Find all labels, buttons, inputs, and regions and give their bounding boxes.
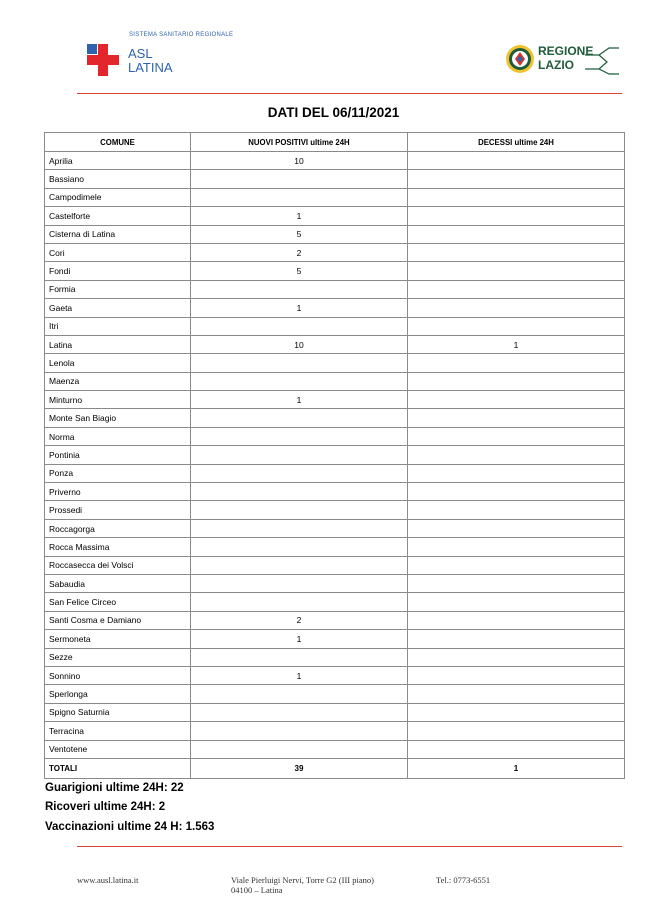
cell-decessi [408, 538, 625, 556]
table-row [45, 556, 625, 574]
table-row [45, 685, 625, 703]
cell-comune: Ventotene [45, 740, 191, 758]
footer-address-line2: 04100 – Latina [231, 885, 283, 895]
cell-nuovi-positivi [191, 648, 408, 666]
cell-decessi [408, 262, 625, 280]
cell-comune: San Felice Circeo [45, 593, 191, 611]
cell-comune: Campodimele [45, 188, 191, 206]
cell-comune: Norma [45, 427, 191, 445]
cell-nuovi-positivi: 1 [191, 666, 408, 684]
cell-nuovi-positivi [191, 464, 408, 482]
cell-nuovi-positivi [191, 170, 408, 188]
totals-row [45, 758, 625, 778]
cell-comune: Cisterna di Latina [45, 225, 191, 243]
cell-comune: Santi Cosma e Damiano [45, 611, 191, 629]
table-row [45, 262, 625, 280]
table-row [45, 354, 625, 372]
cell-comune: Sabaudia [45, 574, 191, 592]
table-row [45, 152, 625, 170]
cell-decessi [408, 703, 625, 721]
cell-nuovi-positivi [191, 427, 408, 445]
regione-line1: REGIONE [538, 44, 594, 58]
cell-comune: Monte San Biagio [45, 409, 191, 427]
table-row [45, 409, 625, 427]
table-row [45, 666, 625, 684]
table-row [45, 243, 625, 261]
cell-decessi [408, 243, 625, 261]
cell-nuovi-positivi [191, 280, 408, 298]
table-row [45, 207, 625, 225]
cell-nuovi-positivi [191, 317, 408, 335]
cell-decessi [408, 299, 625, 317]
cell-comune: Sermoneta [45, 630, 191, 648]
cell-nuovi-positivi: 10 [191, 152, 408, 170]
cell-comune: Sonnino [45, 666, 191, 684]
cell-comune: Pontinia [45, 446, 191, 464]
cell-nuovi-positivi: 1 [191, 299, 408, 317]
cell-nuovi-positivi: 5 [191, 225, 408, 243]
cell-nuovi-positivi: 1 [191, 630, 408, 648]
table-row [45, 722, 625, 740]
cell-comune: Sperlonga [45, 685, 191, 703]
asl-subtitle: SISTEMA SANITARIO REGIONALE [129, 32, 234, 38]
cell-decessi [408, 740, 625, 758]
footer-address-line1: Viale Pierluigi Nervi, Torre G2 (III piano) [231, 875, 374, 885]
cell-decessi [408, 152, 625, 170]
table-row [45, 170, 625, 188]
cell-nuovi-positivi: 5 [191, 262, 408, 280]
cell-totali-positivi: 39 [191, 758, 408, 778]
cell-decessi [408, 464, 625, 482]
cell-decessi [408, 188, 625, 206]
cell-nuovi-positivi [191, 372, 408, 390]
cell-decessi [408, 280, 625, 298]
cell-decessi [408, 611, 625, 629]
asl-latina-logo [87, 30, 247, 80]
cell-comune: Cori [45, 243, 191, 261]
asl-name-line1: ASL [128, 46, 153, 61]
table-row [45, 519, 625, 537]
table-row [45, 648, 625, 666]
cell-decessi [408, 483, 625, 501]
cell-decessi [408, 666, 625, 684]
cell-decessi [408, 225, 625, 243]
cell-comune: Roccagorga [45, 519, 191, 537]
cell-decessi [408, 427, 625, 445]
cell-totali-label: TOTALI [45, 758, 191, 778]
cell-decessi [408, 354, 625, 372]
cell-decessi [408, 519, 625, 537]
cell-comune: Maenza [45, 372, 191, 390]
cell-comune: Aprilia [45, 152, 191, 170]
regione-line2: LAZIO [538, 58, 574, 72]
cell-comune: Fondi [45, 262, 191, 280]
column-header-nuovi-positivi: NUOVI POSITIVI ultime 24H [191, 133, 408, 152]
cell-nuovi-positivi [191, 593, 408, 611]
table-row [45, 225, 625, 243]
table-row [45, 188, 625, 206]
cell-comune: Prossedi [45, 501, 191, 519]
table-row [45, 501, 625, 519]
cell-nuovi-positivi [191, 703, 408, 721]
cell-decessi [408, 593, 625, 611]
cell-comune: Latina [45, 335, 191, 353]
table-row [45, 630, 625, 648]
cell-nuovi-positivi [191, 354, 408, 372]
cell-comune: Sezze [45, 648, 191, 666]
regione-lazio-logo [505, 44, 620, 80]
table-row [45, 427, 625, 445]
cell-comune: Bassiano [45, 170, 191, 188]
cell-decessi [408, 685, 625, 703]
table-row [45, 391, 625, 409]
table-row [45, 446, 625, 464]
cell-decessi [408, 648, 625, 666]
cell-decessi [408, 556, 625, 574]
cell-totali-decessi: 1 [408, 758, 625, 778]
table-row [45, 611, 625, 629]
cell-comune: Itri [45, 317, 191, 335]
table-row [45, 280, 625, 298]
cell-nuovi-positivi: 2 [191, 243, 408, 261]
cell-decessi: 1 [408, 335, 625, 353]
cell-comune: Rocca Massima [45, 538, 191, 556]
summary-guarigioni: Guarigioni ultime 24H: 22 [45, 782, 184, 794]
cell-decessi [408, 391, 625, 409]
cell-comune: Ponza [45, 464, 191, 482]
table-row [45, 335, 625, 353]
footer-phone: Tel.: 0773-6551 [436, 875, 491, 885]
lazio-decorative-lines [585, 47, 619, 75]
cell-decessi [408, 170, 625, 188]
table-row [45, 372, 625, 390]
cell-decessi [408, 630, 625, 648]
cell-decessi [408, 574, 625, 592]
table-row [45, 574, 625, 592]
cell-comune: Lenola [45, 354, 191, 372]
table-row [45, 740, 625, 758]
regione-lazio-emblem-icon [505, 44, 535, 74]
cell-comune: Priverno [45, 483, 191, 501]
cell-nuovi-positivi [191, 188, 408, 206]
header-divider [77, 93, 622, 94]
cell-nuovi-positivi [191, 722, 408, 740]
cell-nuovi-positivi: 1 [191, 391, 408, 409]
cell-comune: Castelforte [45, 207, 191, 225]
table-row [45, 299, 625, 317]
table-row [45, 538, 625, 556]
cell-decessi [408, 372, 625, 390]
asl-name-line2: LATINA [128, 60, 173, 75]
cell-decessi [408, 501, 625, 519]
footer-divider [77, 846, 622, 847]
footer-address [231, 875, 374, 895]
table-header-row [45, 133, 625, 152]
summary-vaccinazioni: Vaccinazioni ultime 24 H: 1.563 [45, 821, 215, 833]
cell-nuovi-positivi: 10 [191, 335, 408, 353]
table-row [45, 703, 625, 721]
cell-nuovi-positivi: 1 [191, 207, 408, 225]
cell-comune: Formia [45, 280, 191, 298]
column-header-comune: COMUNE [45, 133, 191, 152]
red-cross-icon [87, 44, 119, 76]
cell-nuovi-positivi [191, 446, 408, 464]
cell-nuovi-positivi [191, 685, 408, 703]
cell-decessi [408, 317, 625, 335]
cell-decessi [408, 207, 625, 225]
cell-nuovi-positivi [191, 501, 408, 519]
cell-nuovi-positivi [191, 538, 408, 556]
cell-decessi [408, 446, 625, 464]
summary-ricoveri: Ricoveri ultime 24H: 2 [45, 801, 166, 813]
table-row [45, 317, 625, 335]
cell-decessi [408, 722, 625, 740]
cell-nuovi-positivi [191, 556, 408, 574]
table-row [45, 464, 625, 482]
cell-comune: Spigno Saturnia [45, 703, 191, 721]
cell-nuovi-positivi [191, 574, 408, 592]
cell-nuovi-positivi [191, 519, 408, 537]
cell-nuovi-positivi: 2 [191, 611, 408, 629]
column-header-decessi: DECESSI ultime 24H [408, 133, 625, 152]
data-table [44, 132, 625, 779]
page-title: DATI DEL 06/11/2021 [267, 105, 400, 120]
footer-website: www.ausl.latina.it [77, 875, 139, 885]
asl-name [128, 47, 173, 75]
table-body [45, 152, 625, 779]
cell-comune: Terracina [45, 722, 191, 740]
cell-nuovi-positivi [191, 483, 408, 501]
cell-comune: Roccasecca dei Volsci [45, 556, 191, 574]
cell-nuovi-positivi [191, 409, 408, 427]
cell-nuovi-positivi [191, 740, 408, 758]
cell-comune: Minturno [45, 391, 191, 409]
cell-comune: Gaeta [45, 299, 191, 317]
table-row [45, 483, 625, 501]
cell-decessi [408, 409, 625, 427]
table-row [45, 593, 625, 611]
